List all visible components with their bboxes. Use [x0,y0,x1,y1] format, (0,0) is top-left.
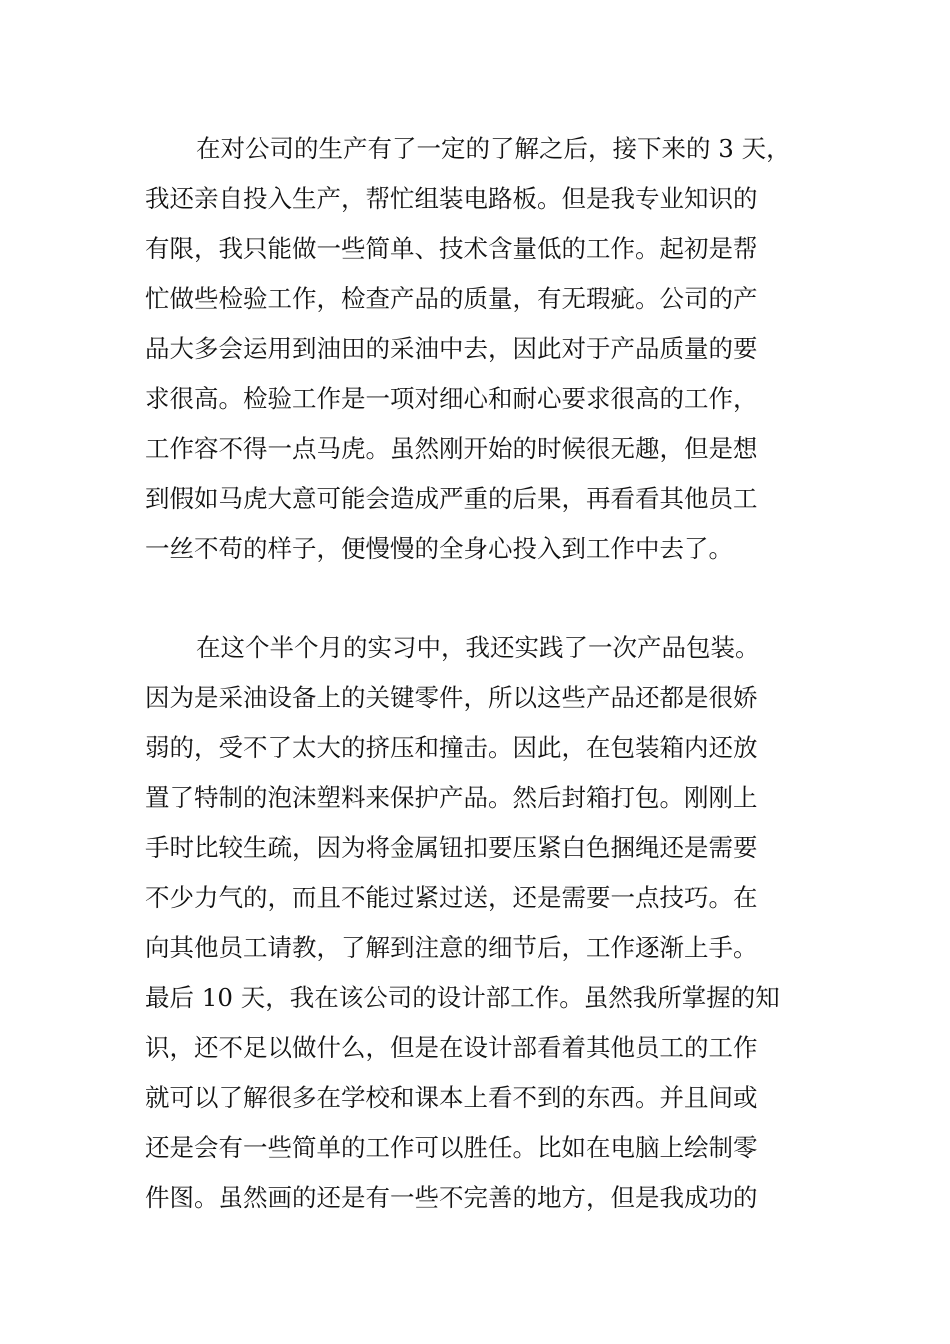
paragraph-1-line-1 [0,123,950,175]
paragraph-1-line-6 [0,373,950,425]
paragraph-2-line-2 [0,672,950,724]
text-line: 一丝不苟的样子，便慢慢的全身心投入到工作中去了。 [145,534,733,563]
text-line: 在这个半个月的实习中，我还实践了一次产品包装。 [196,633,760,662]
text-line: 不少力气的，而且不能过紧过送，还是需要一点技巧。在 [145,883,758,912]
text-line: 到假如马虎大意可能会造成严重的后果，再看看其他员工 [145,484,758,513]
paragraph-2-line-3 [0,722,950,774]
text-line: 忙做些检验工作，检查产品的质量，有无瑕疵。公司的产 [145,284,758,313]
text-line: 置了特制的泡沫塑料来保护产品。然后封箱打包。刚刚上 [145,783,758,812]
paragraph-1-line-3 [0,223,950,275]
text-line: 弱的，受不了太大的挤压和撞击。因此，在包装箱内还放 [145,733,758,762]
text-line: 向其他员工请教，了解到注意的细节后，工作逐渐上手。 [145,933,758,962]
text-line: 品大多会运用到油田的采油中去，因此对于产品质量的要 [145,334,758,363]
text-line: 在对公司的生产有了一定的了解之后，接下来的 3 天， [196,134,791,163]
text-line: 最后 10 天，我在该公司的设计部工作。虽然我所掌握的知 [145,983,780,1012]
text-line: 有限，我只能做一些简单、技术含量低的工作。起初是帮 [145,234,758,263]
paragraph-2-line-5 [0,822,950,874]
paragraph-2-line-10 [0,1072,950,1124]
paragraph-2-line-12 [0,1172,950,1224]
paragraph-2-line-4 [0,772,950,824]
paragraph-1-line-4 [0,273,950,325]
text-line: 求很高。检验工作是一项对细心和耐心要求很高的工作， [145,384,758,413]
paragraph-2-line-8 [0,972,950,1024]
paragraph-2-line-1 [0,622,950,674]
text-line: 工作容不得一点马虎。虽然刚开始的时候很无趣，但是想 [145,434,758,463]
text-line: 件图。虽然画的还是有一些不完善的地方，但是我成功的 [145,1183,758,1212]
paragraph-2-line-9 [0,1022,950,1074]
paragraph-1-line-2 [0,173,950,225]
paragraph-2-line-11 [0,1122,950,1174]
text-line: 因为是采油设备上的关键零件，所以这些产品还都是很娇 [145,683,758,712]
paragraph-2-line-7 [0,922,950,974]
text-line: 就可以了解很多在学校和课本上看不到的东西。并且间或 [145,1083,758,1112]
paragraph-1-line-7 [0,423,950,475]
text-line: 手时比较生疏，因为将金属钮扣要压紧白色捆绳还是需要 [145,833,758,862]
paragraph-1-line-5 [0,323,950,375]
text-line: 识，还不足以做什么，但是在设计部看着其他员工的工作 [145,1033,758,1062]
paragraph-1-line-9 [0,523,950,575]
text-line: 还是会有一些简单的工作可以胜任。比如在电脑上绘制零 [145,1133,758,1162]
paragraph-1-line-8 [0,473,950,525]
text-line: 我还亲自投入生产，帮忙组装电路板。但是我专业知识的 [145,184,758,213]
paragraph-2-line-6 [0,872,950,924]
